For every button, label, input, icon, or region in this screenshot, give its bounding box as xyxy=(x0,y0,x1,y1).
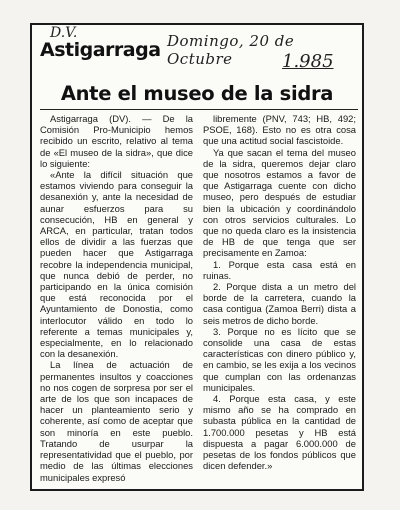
headline-divider xyxy=(40,109,358,110)
article-paragraph: Astigarraga (DV). — De la Comisión Pro-Municipio hemos recibido un escrito, relativo al tema de «El museo de la sidra», que dice lo siguiente: xyxy=(40,113,193,169)
article-paragraph: 3. Porque no es lícito que se consolide una casa de estas características con dinero público y, en cambio, se les exija a los vecinos que cumplan con las ordenanzas municipales. xyxy=(203,325,356,393)
article-paragraph: 2. Porque dista a un metro del borde de la carretera, cuando la casa contigua (Zamoa Berri) dista a seis metros de dicho borde. xyxy=(203,281,356,326)
handwritten-source-note: D.V. xyxy=(50,25,78,41)
article-paragraph: 4. Porque esta casa, y este mismo año se ha comprado en subasta pública en la cantidad de 1.700.000 pesetas y HB está dispuesta a pagar 6.000.000 de pesetas de los fondos públicos que dicen defender.» xyxy=(203,393,356,472)
handwritten-date-note: Domingo, 20 de Octubre xyxy=(167,32,295,68)
handwritten-year-note: 1.985 xyxy=(282,51,334,72)
section-masthead: Astigarraga xyxy=(40,39,161,61)
article-paragraph: libremente (PNV, 743; HB, 492; PSOE, 168). Esto no es otra cosa que una actitud social fascistoide. xyxy=(203,113,356,147)
article-paragraph: Ya que sacan el tema del museo de la sidra, queremos dejar claro que nosotros estamos a favor de que Astigarraga cuente con dicho museo, pero después de estudiar bien la ubicación y coordinándolo con otros servicios culturales. Lo que no queda claro es la insistencia de HB de que tenga que ser precisamente en Zamoa: xyxy=(203,146,356,259)
article-paragraph: «Ante la difícil situación que estamos viviendo para conseguir la desanexión y, ante la necesidad de aunar esfuerzos para su consecución, HB en general y ARCA, en particular, tratan todos ellos de dividir a las fuerzas que pueden hacer que Astigarraga recobre la independencia municipal, que nunca debió de perder, no participando en la única comisión que está reconocida por el Ayuntamiento de Donostia, como interlocutor válido en todo lo referente a temas municipales y, especialmente, en lo relacionado con la desanexión. xyxy=(40,169,193,360)
article-paragraph: La línea de actuación de permanentes insultos y coacciones no nos cogen de sorpresa por ser el arte de los que son incapaces de hacer un planteamiento serio y coherente, así como de aceptar que son minoría en este pueblo. Tratando de usurpar la representatividad que el pueblo, por medio de las últimas elecciones municipales expresó xyxy=(40,359,193,483)
article-column-right xyxy=(203,113,356,472)
article-paragraph: 1. Porque esta casa está en ruinas. xyxy=(203,258,356,281)
newspaper-clipping xyxy=(30,23,364,491)
article-column-left xyxy=(40,113,193,483)
article-headline: Ante el museo de la sidra xyxy=(60,82,334,105)
